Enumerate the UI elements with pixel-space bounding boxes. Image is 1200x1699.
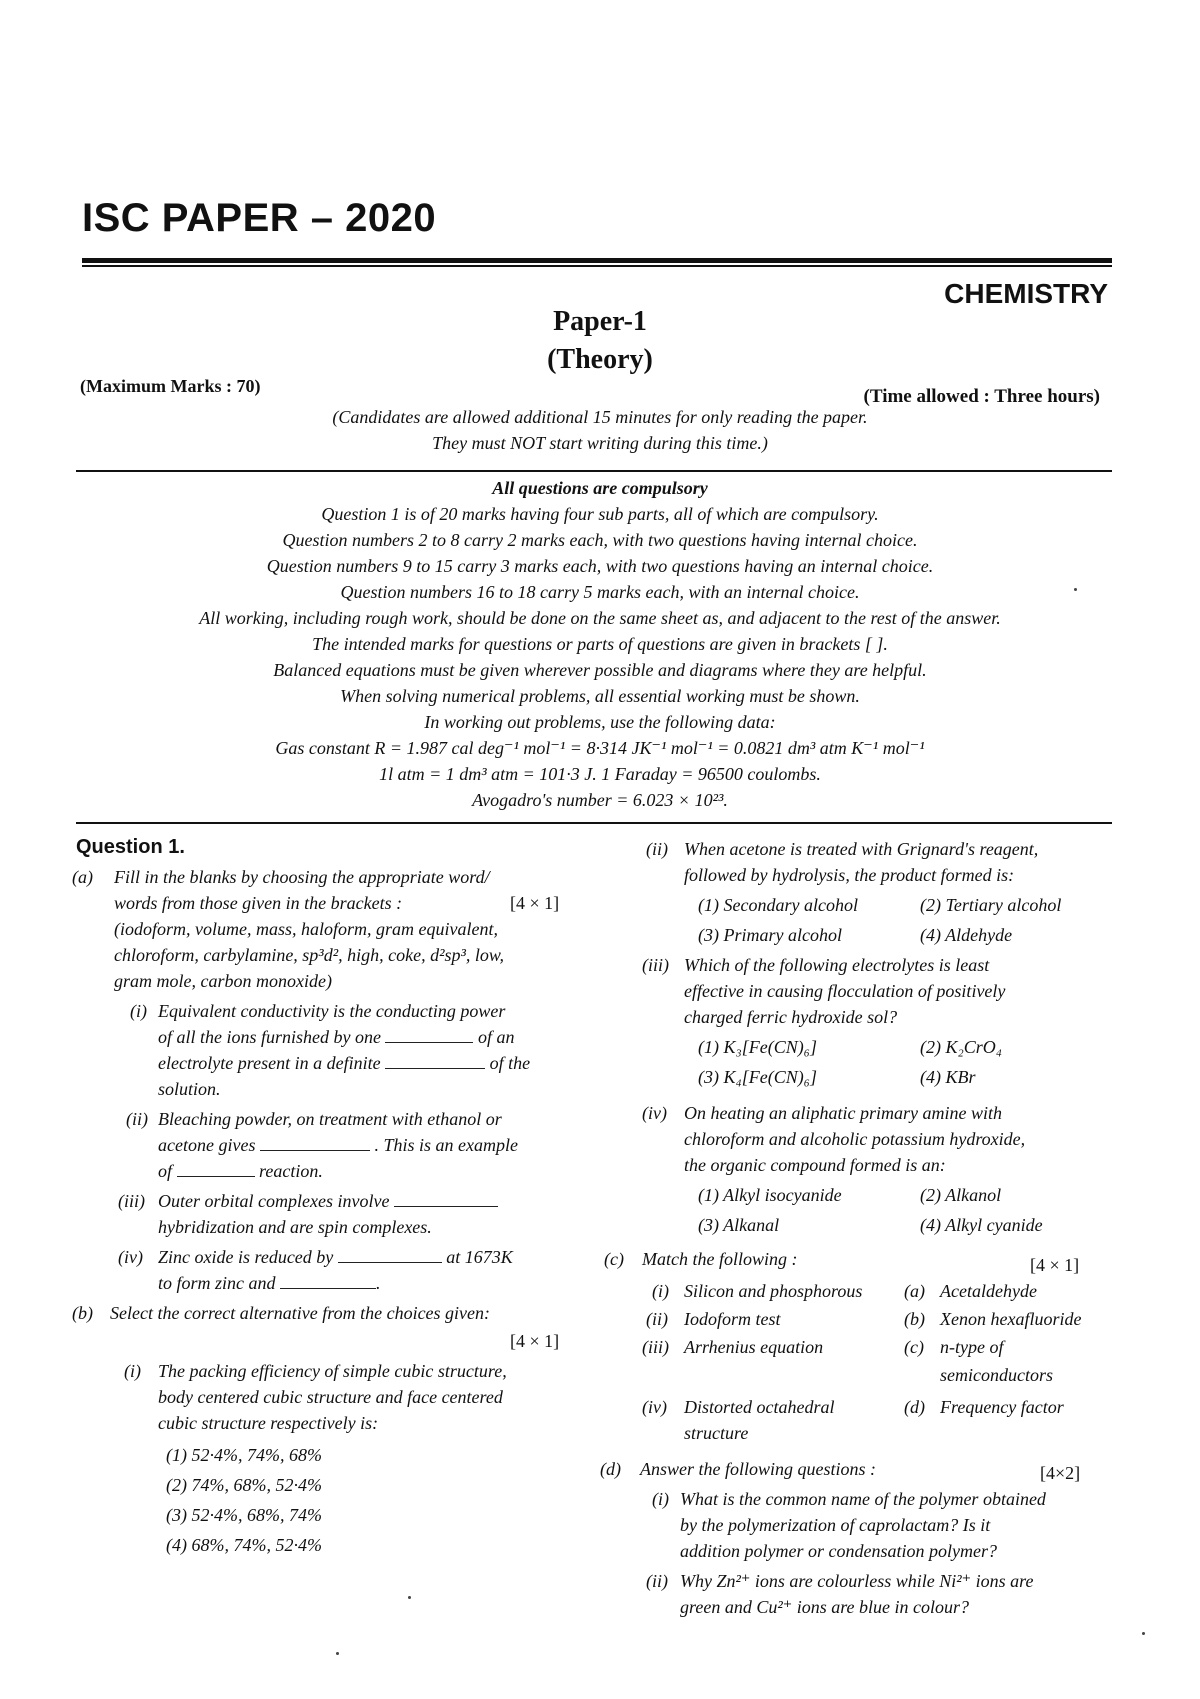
question-text-part: . [376, 1273, 381, 1293]
match-left-label: (i) [652, 1281, 669, 1301]
question-text: Why Zn²⁺ ions are colourless while Ni²⁺ ions are [680, 1571, 1034, 1591]
question-text-part: Outer orbital complexes involve [158, 1191, 390, 1211]
part-label: (c) [604, 1249, 624, 1269]
subject-name: CHEMISTRY [944, 278, 1108, 309]
word-options: chloroform, carbylamine, sp³d², high, coke, d²sp³, low, [114, 945, 505, 965]
match-right-label: (d) [904, 1397, 925, 1417]
part-a-stem: words from those given in the brackets : [114, 893, 403, 913]
part-b-stem: Select the correct alternative from the choices given: [110, 1303, 491, 1323]
part-c-stem: Match the following : [642, 1249, 798, 1269]
instruction-line: In working out problems, use the following data: [424, 712, 776, 732]
mcq-option[interactable]: (3) K₄[Fe(CN)₆] [698, 1067, 818, 1087]
maximum-marks: (Maximum Marks : 70) [80, 376, 261, 396]
instruction-line: Question numbers 9 to 15 carry 3 marks each, with two questions having an internal choice. [266, 556, 934, 576]
avogadro-data: Avogadro's number = 6.023 × 10²³. [472, 790, 728, 810]
mcq-option[interactable]: (1) Secondary alcohol [698, 895, 858, 915]
match-right-item: semiconductors [940, 1365, 1053, 1385]
question-text-part: of [158, 1161, 173, 1181]
mcq-option[interactable]: (4) Aldehyde [920, 925, 1013, 945]
answer-blank[interactable] [280, 1274, 376, 1289]
match-left-item: Silicon and phosphorous [684, 1281, 863, 1301]
answer-blank[interactable] [385, 1028, 473, 1043]
answer-blank[interactable] [385, 1054, 485, 1069]
question-text: effective in causing flocculation of positively [684, 981, 1006, 1001]
question-text: solution. [158, 1079, 221, 1099]
question-text: On heating an aliphatic primary amine with [684, 1103, 1002, 1123]
answer-blank[interactable] [394, 1192, 498, 1207]
part-label: (a) [72, 867, 93, 887]
question-text [158, 1050, 530, 1076]
answer-blank[interactable] [338, 1248, 442, 1263]
scan-speck [1074, 588, 1077, 591]
instructions-rule-top [76, 470, 1112, 472]
question-text: green and Cu²⁺ ions are blue in colour? [680, 1597, 970, 1617]
sub-label: (iv) [642, 1103, 667, 1123]
match-left-label: (iv) [642, 1397, 667, 1417]
answer-blank[interactable] [177, 1162, 255, 1177]
mcq-option[interactable]: (2) K₂CrO₄ [920, 1037, 1003, 1057]
scan-speck [336, 1652, 339, 1655]
question-heading: Question 1. [76, 836, 185, 858]
sub-label: (iv) [118, 1247, 143, 1267]
sub-label: (i) [130, 1001, 147, 1021]
question-text: hybridization and are spin complexes. [158, 1217, 432, 1237]
part-d-stem: Answer the following questions : [640, 1459, 876, 1479]
match-right-item: n-type of [940, 1337, 1004, 1357]
question-text-part: reaction. [259, 1161, 323, 1181]
marks-allocation: [4 × 1] [510, 1331, 560, 1351]
question-text [158, 1132, 518, 1158]
match-right-label: (c) [904, 1337, 924, 1357]
match-left-item: structure [684, 1423, 749, 1443]
marks-allocation: [4×2] [1040, 1463, 1081, 1483]
question-text: the organic compound formed is an: [684, 1155, 946, 1175]
word-options: gram mole, carbon monoxide) [114, 971, 332, 991]
scan-speck [1142, 1632, 1145, 1635]
question-text-part: of an [477, 1027, 515, 1047]
instruction-line: Question 1 is of 20 marks having four sub parts, all of which are compulsory. [321, 504, 879, 524]
question-text-part: electrolyte present in a definite [158, 1053, 381, 1073]
sub-label: (i) [652, 1489, 669, 1509]
instructions-heading: All questions are compulsory [492, 478, 708, 498]
question-text-part: at 1673K [446, 1247, 513, 1267]
mcq-option[interactable]: (1) K₃[Fe(CN)₆] [698, 1037, 818, 1057]
question-text: Equivalent conductivity is the conducting power [158, 1001, 506, 1021]
part-a-stem: Fill in the blanks by choosing the appropriate word/ [114, 867, 490, 887]
mcq-option[interactable]: (4) Alkyl cyanide [920, 1215, 1043, 1235]
question-text: cubic structure respectively is: [158, 1413, 379, 1433]
match-left-label: (iii) [642, 1337, 669, 1357]
instruction-line: The intended marks for questions or parts of questions are given in brackets [ ]. [312, 634, 888, 654]
match-left-item: Iodoform test [684, 1309, 781, 1329]
mcq-option[interactable]: (2) 74%, 68%, 52·4% [166, 1475, 322, 1495]
mcq-option[interactable]: (1) Alkyl isocyanide [698, 1185, 842, 1205]
instruction-line: All working, including rough work, should be done on the same sheet as, and adjacent to the rest of the answer. [199, 608, 1001, 628]
page-title: ISC PAPER – 2020 [82, 196, 437, 240]
atm-faraday-data: 1l atm = 1 dm³ atm = 101·3 J. 1 Faraday = 96500 coulombs. [379, 764, 821, 784]
scan-speck [408, 1596, 411, 1599]
part-label: (b) [72, 1303, 93, 1323]
instruction-line: Question numbers 16 to 18 carry 5 marks each, with an internal choice. [340, 582, 860, 602]
sub-label: (iii) [118, 1191, 145, 1211]
question-text-part: . This is an example [374, 1135, 518, 1155]
match-right-label: (a) [904, 1281, 925, 1301]
header-rule-thin [82, 265, 1112, 267]
question-text: followed by hydrolysis, the product formed is: [684, 865, 1015, 885]
mcq-option[interactable]: (3) Alkanal [698, 1215, 780, 1235]
match-right-label: (b) [904, 1309, 925, 1329]
match-right-item: Xenon hexafluoride [940, 1309, 1082, 1329]
answer-blank[interactable] [260, 1136, 370, 1151]
match-left-label: (ii) [646, 1309, 668, 1329]
instruction-line: When solving numerical problems, all essential working must be shown. [340, 686, 860, 706]
header-rule-thick [82, 258, 1112, 263]
question-text: Which of the following electrolytes is least [684, 955, 990, 975]
reading-time-note-2: They must NOT start writing during this time.) [432, 433, 768, 453]
sub-label: (ii) [126, 1109, 148, 1129]
question-text: charged ferric hydroxide sol? [684, 1007, 898, 1027]
mcq-option[interactable]: (4) 68%, 74%, 52·4% [166, 1535, 322, 1555]
mcq-option[interactable]: (2) Alkanol [920, 1185, 1002, 1205]
part-label: (d) [600, 1459, 621, 1479]
mcq-option[interactable]: (3) Primary alcohol [698, 925, 842, 945]
match-right-item: Frequency factor [940, 1397, 1064, 1417]
question-text-part: of the [489, 1053, 531, 1073]
gas-constant-data: Gas constant R = 1.987 cal deg⁻¹ mol⁻¹ = 8·314 JK⁻¹ mol⁻¹ = 0.0821 dm³ atm K⁻¹ mol⁻¹ [275, 738, 925, 758]
question-text-part: of all the ions furnished by one [158, 1027, 381, 1047]
sub-label: (ii) [646, 839, 668, 859]
match-left-item: Distorted octahedral [684, 1397, 835, 1417]
question-text: What is the common name of the polymer obtained [680, 1489, 1046, 1509]
question-text: by the polymerization of caprolactam? Is it [680, 1515, 991, 1535]
mcq-option[interactable]: (1) 52·4%, 74%, 68% [166, 1445, 322, 1465]
instructions-rule-bottom [76, 822, 1112, 824]
question-text: body centered cubic structure and face centered [158, 1387, 503, 1407]
question-text [158, 1158, 323, 1184]
question-text-part: acetone gives [158, 1135, 256, 1155]
sub-label: (i) [124, 1361, 141, 1381]
question-text: chloroform and alcoholic potassium hydroxide, [684, 1129, 1026, 1149]
question-text-part: Zinc oxide is reduced by [158, 1247, 334, 1267]
match-left-item: Arrhenius equation [684, 1337, 824, 1357]
question-text [158, 1270, 381, 1296]
question-text [158, 1024, 515, 1050]
question-text: The packing efficiency of simple cubic structure, [158, 1361, 507, 1381]
mcq-option[interactable]: (2) Tertiary alcohol [920, 895, 1062, 915]
mcq-option[interactable]: (4) KBr [920, 1067, 976, 1087]
question-text: When acetone is treated with Grignard's reagent, [684, 839, 1039, 859]
reading-time-note-1: (Candidates are allowed additional 15 minutes for only reading the paper. [332, 407, 868, 427]
match-right-item: Acetaldehyde [940, 1281, 1037, 1301]
time-allowed: (Time allowed : Three hours) [863, 386, 1100, 407]
sub-label: (iii) [642, 955, 669, 975]
question-text: Bleaching powder, on treatment with ethanol or [158, 1109, 502, 1129]
question-text [158, 1244, 513, 1270]
mcq-option[interactable]: (3) 52·4%, 68%, 74% [166, 1505, 322, 1525]
instruction-line: Balanced equations must be given wherever possible and diagrams where they are helpful. [273, 660, 927, 680]
word-options: (iodoform, volume, mass, haloform, gram equivalent, [114, 919, 498, 939]
marks-allocation: [4 × 1] [510, 893, 560, 913]
question-text [158, 1188, 498, 1214]
instruction-line: Question numbers 2 to 8 carry 2 marks each, with two questions having internal choice. [282, 530, 918, 550]
question-text-part: to form zinc and [158, 1273, 276, 1293]
question-text: addition polymer or condensation polymer? [680, 1541, 997, 1561]
sub-label: (ii) [646, 1571, 668, 1591]
marks-allocation: [4 × 1] [1030, 1255, 1080, 1275]
paper-kind: (Theory) [547, 344, 653, 375]
paper-number: Paper-1 [553, 306, 647, 337]
